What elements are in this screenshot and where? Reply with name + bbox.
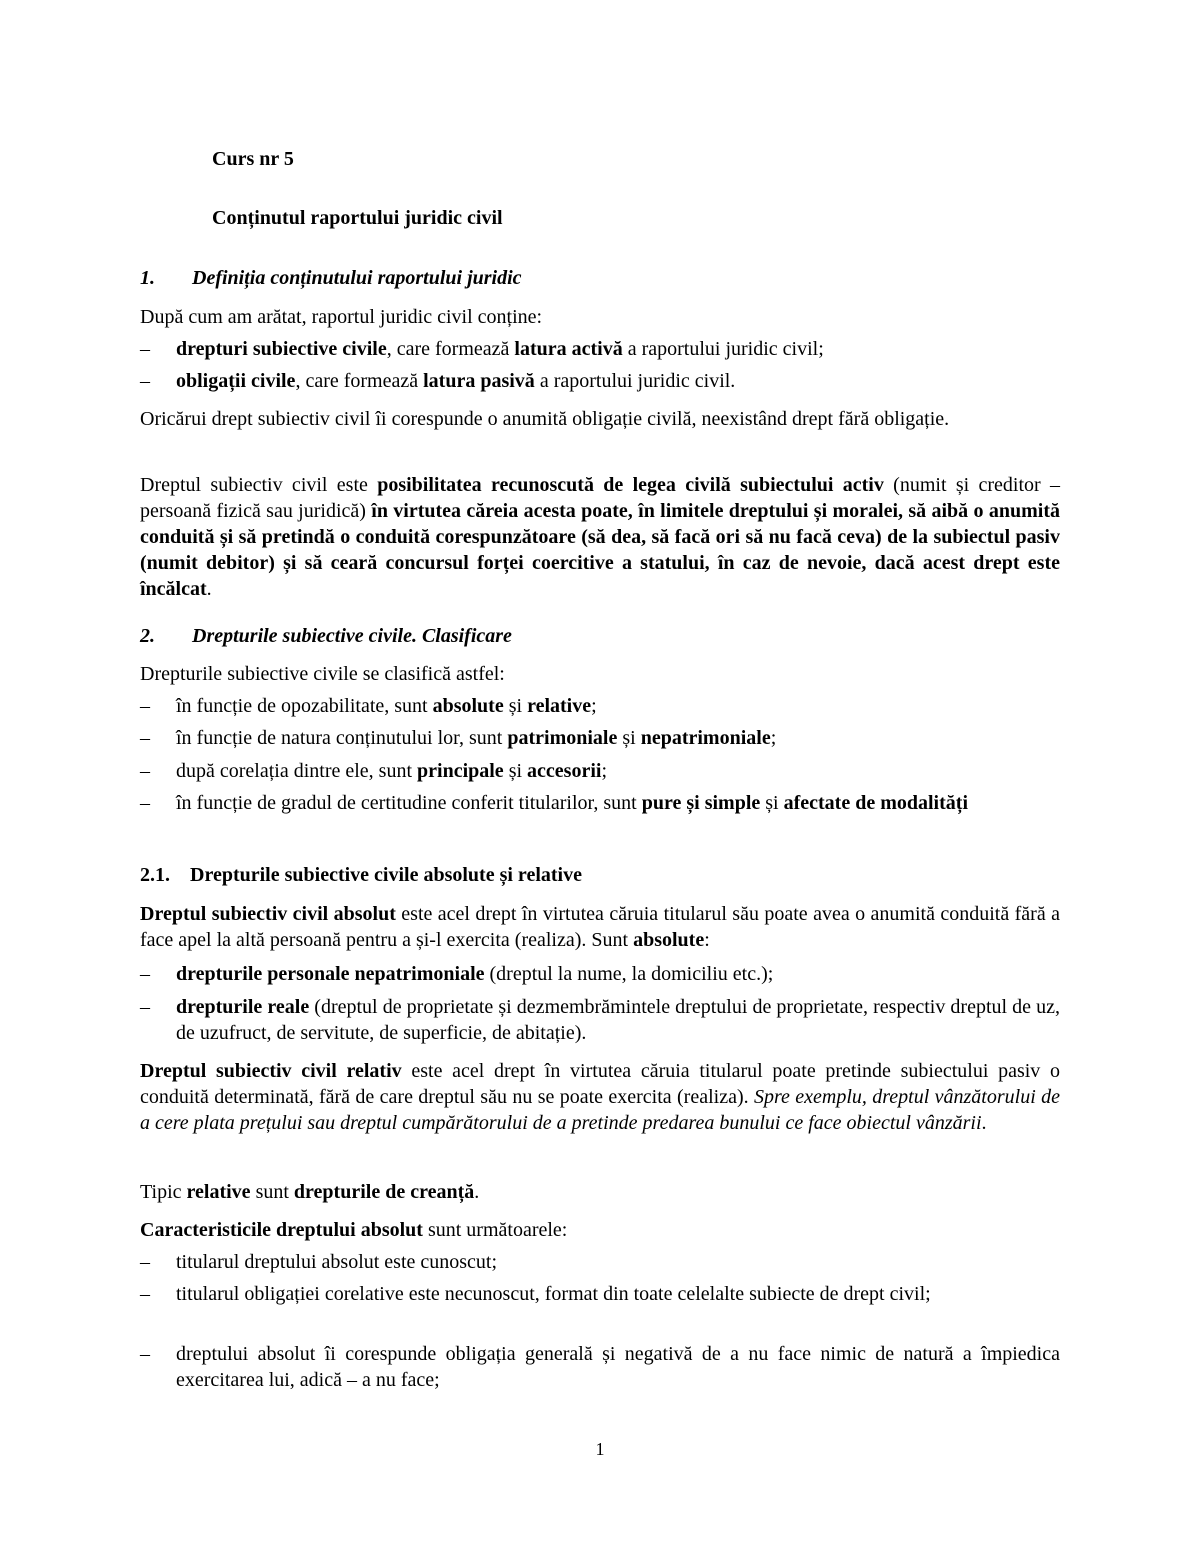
section-2-heading (140, 623, 1060, 649)
paragraph-definition: Dreptul subiectiv civil este posibilitatea recunoscută de legea civilă subiectului activ (numit și creditor – persoană fizică sau juridică) în virtutea căreia acesta poate, în limitele dreptului și moralei, să aibă o anumită conduită și să pretindă o conduită corespunzătoare (să dea, să facă ori să nu facă ceva) de la subiectul pasiv (numit debitor) și să ceară concursul forței coercitive a statului, în caz de nevoie, dacă acest drept este încălcat. (140, 474, 1060, 600)
list-item: – titularul obligației corelative este necunoscut, format din toate celelalte subiecte de drept civil; (140, 1283, 931, 1305)
section-1-heading (140, 265, 1060, 291)
course-label: Curs nr 5 (212, 148, 294, 170)
list-item: – în funcție de gradul de certitudine conferit titularilor, sunt pure și simple și afectate de modalități (140, 792, 968, 814)
paragraph: Caracteristicile dreptului absolut sunt următoarele: (140, 1219, 568, 1241)
section-2-1-heading (140, 862, 1060, 888)
paragraph: Oricărui drept subiectiv civil îi corespunde o anumită obligație civilă, neexistând drept fără obligație. (140, 408, 950, 430)
section-title: Definiția conținutului raportului juridic (192, 267, 522, 289)
list-item: – dreptului absolut îi corespunde obligația generală și negativă de a nu face nimic de natură a împiedica exercitarea lui, adică – a nu face; (140, 1343, 1060, 1391)
list-item: – în funcție de natura conținutului lor, sunt patrimoniale și nepatrimoniale; (140, 727, 777, 749)
list-item: – după corelația dintre ele, sunt principale și accesorii; (140, 760, 607, 782)
list-item: – titularul dreptului absolut este cunoscut; (140, 1251, 498, 1273)
list-item: – obligații civile, care formează latura pasivă a raportului juridic civil. (140, 370, 736, 392)
list-item: – în funcție de opozabilitate, sunt absolute și relative; (140, 695, 597, 717)
paragraph: Tipic relative sunt drepturile de creanță. (140, 1181, 480, 1203)
page-number: 1 (595, 1439, 605, 1459)
list-item: – drepturi subiective civile, care formează latura activă a raportului juridic civil; (140, 338, 824, 360)
main-title: Conținutul raportului juridic civil (212, 207, 503, 229)
section-2-intro: Drepturile subiective civile se clasifică astfel: (140, 663, 505, 685)
section-1-intro: După cum am arătat, raportul juridic civil conține: (140, 306, 543, 328)
section-number: 2.1. (140, 864, 170, 886)
paragraph-relative: Dreptul subiectiv civil relativ este acel drept în virtutea căruia titularul poate pretinde subiectului pasiv o conduită determinată, fără de care dreptul său nu se poate exercita (realiza). Spre exemplu, dreptul vânzătorului de a cere plata prețului sau dreptul cumpărătorului de a pretinde predarea bunului ce face obiectul vânzării. (140, 1060, 1060, 1134)
section-number: 2. (140, 625, 155, 647)
section-title: Drepturile subiective civile. Clasificare (192, 625, 512, 647)
list-item: – drepturile reale (dreptul de proprietate și dezmembrămintele dreptului de proprietate, respectiv dreptul de uz, de uzufruct, de servitute, de superficie, de abitație). (140, 996, 1060, 1044)
list-item: – drepturile personale nepatrimoniale (dreptul la nume, la domiciliu etc.); (140, 963, 774, 985)
section-title: Drepturile subiective civile absolute și relative (190, 864, 582, 886)
paragraph-absolute: Dreptul subiectiv civil absolut este acel drept în virtutea căruia titularul său poate avea o anumită conduită fără a face apel la altă persoană pentru a și-l exercita (realiza). Sunt absolute: (140, 903, 1060, 951)
section-number: 1. (140, 267, 155, 289)
